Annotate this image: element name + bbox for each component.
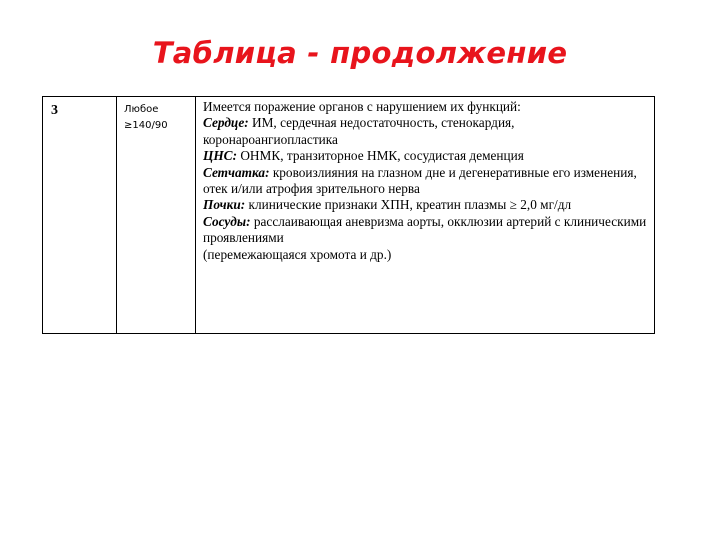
- organ-description: клинические признаки ХПН, креатин плазмы ≥ 2,0 мг/дл: [248, 197, 572, 213]
- organ-description: расслаивающая аневризма аорты, окклюзии артерий с клиническими проявлениями: [203, 213, 647, 246]
- organ-separator: :: [265, 164, 273, 180]
- slide-title: Таблица - продолжение: [152, 36, 568, 70]
- organ-damage-closing: (перемежающаяся хромота и др.): [203, 246, 392, 262]
- organ-item-heart: [203, 115, 650, 148]
- pressure-line: ≥140/90: [124, 120, 168, 131]
- grade-cell: 3: [43, 97, 117, 334]
- organ-name: Сосуды: [203, 213, 247, 229]
- organ-separator: :: [244, 115, 252, 131]
- organ-item-cns: [203, 148, 650, 164]
- organ-name: ЦНС: [203, 148, 233, 164]
- hypertension-grade-table: [42, 96, 655, 334]
- organ-separator: :: [246, 213, 254, 229]
- organ-separator: :: [232, 148, 241, 164]
- organ-description: ИМ, сердечная недостаточность, стенокардия, коронароангиопластика: [203, 115, 515, 147]
- organ-damage-intro: Имеется поражение органов с нарушением их функций:: [203, 99, 521, 114]
- organ-name: Сердце: [203, 115, 245, 131]
- organ-description: кровоизлияния на глазном дне и дегенеративные его изменения, отек и/или атрофия зрительного нерва: [203, 164, 637, 197]
- table-row: [43, 97, 655, 334]
- organ-separator: :: [240, 197, 249, 213]
- organ-description: ОНМК, транзиторное НМК, сосудистая деменция: [240, 148, 524, 164]
- organ-name: Почки: [203, 197, 241, 213]
- organ-item-retina: [203, 165, 650, 198]
- organ-item-kidneys: [203, 197, 650, 213]
- organ-name: Сетчатка: [203, 164, 266, 180]
- blood-pressure-cell: [117, 97, 196, 334]
- pressure-line: Любое: [124, 104, 159, 115]
- organ-damage-cell: [196, 97, 655, 334]
- organ-item-vessels: [203, 214, 650, 247]
